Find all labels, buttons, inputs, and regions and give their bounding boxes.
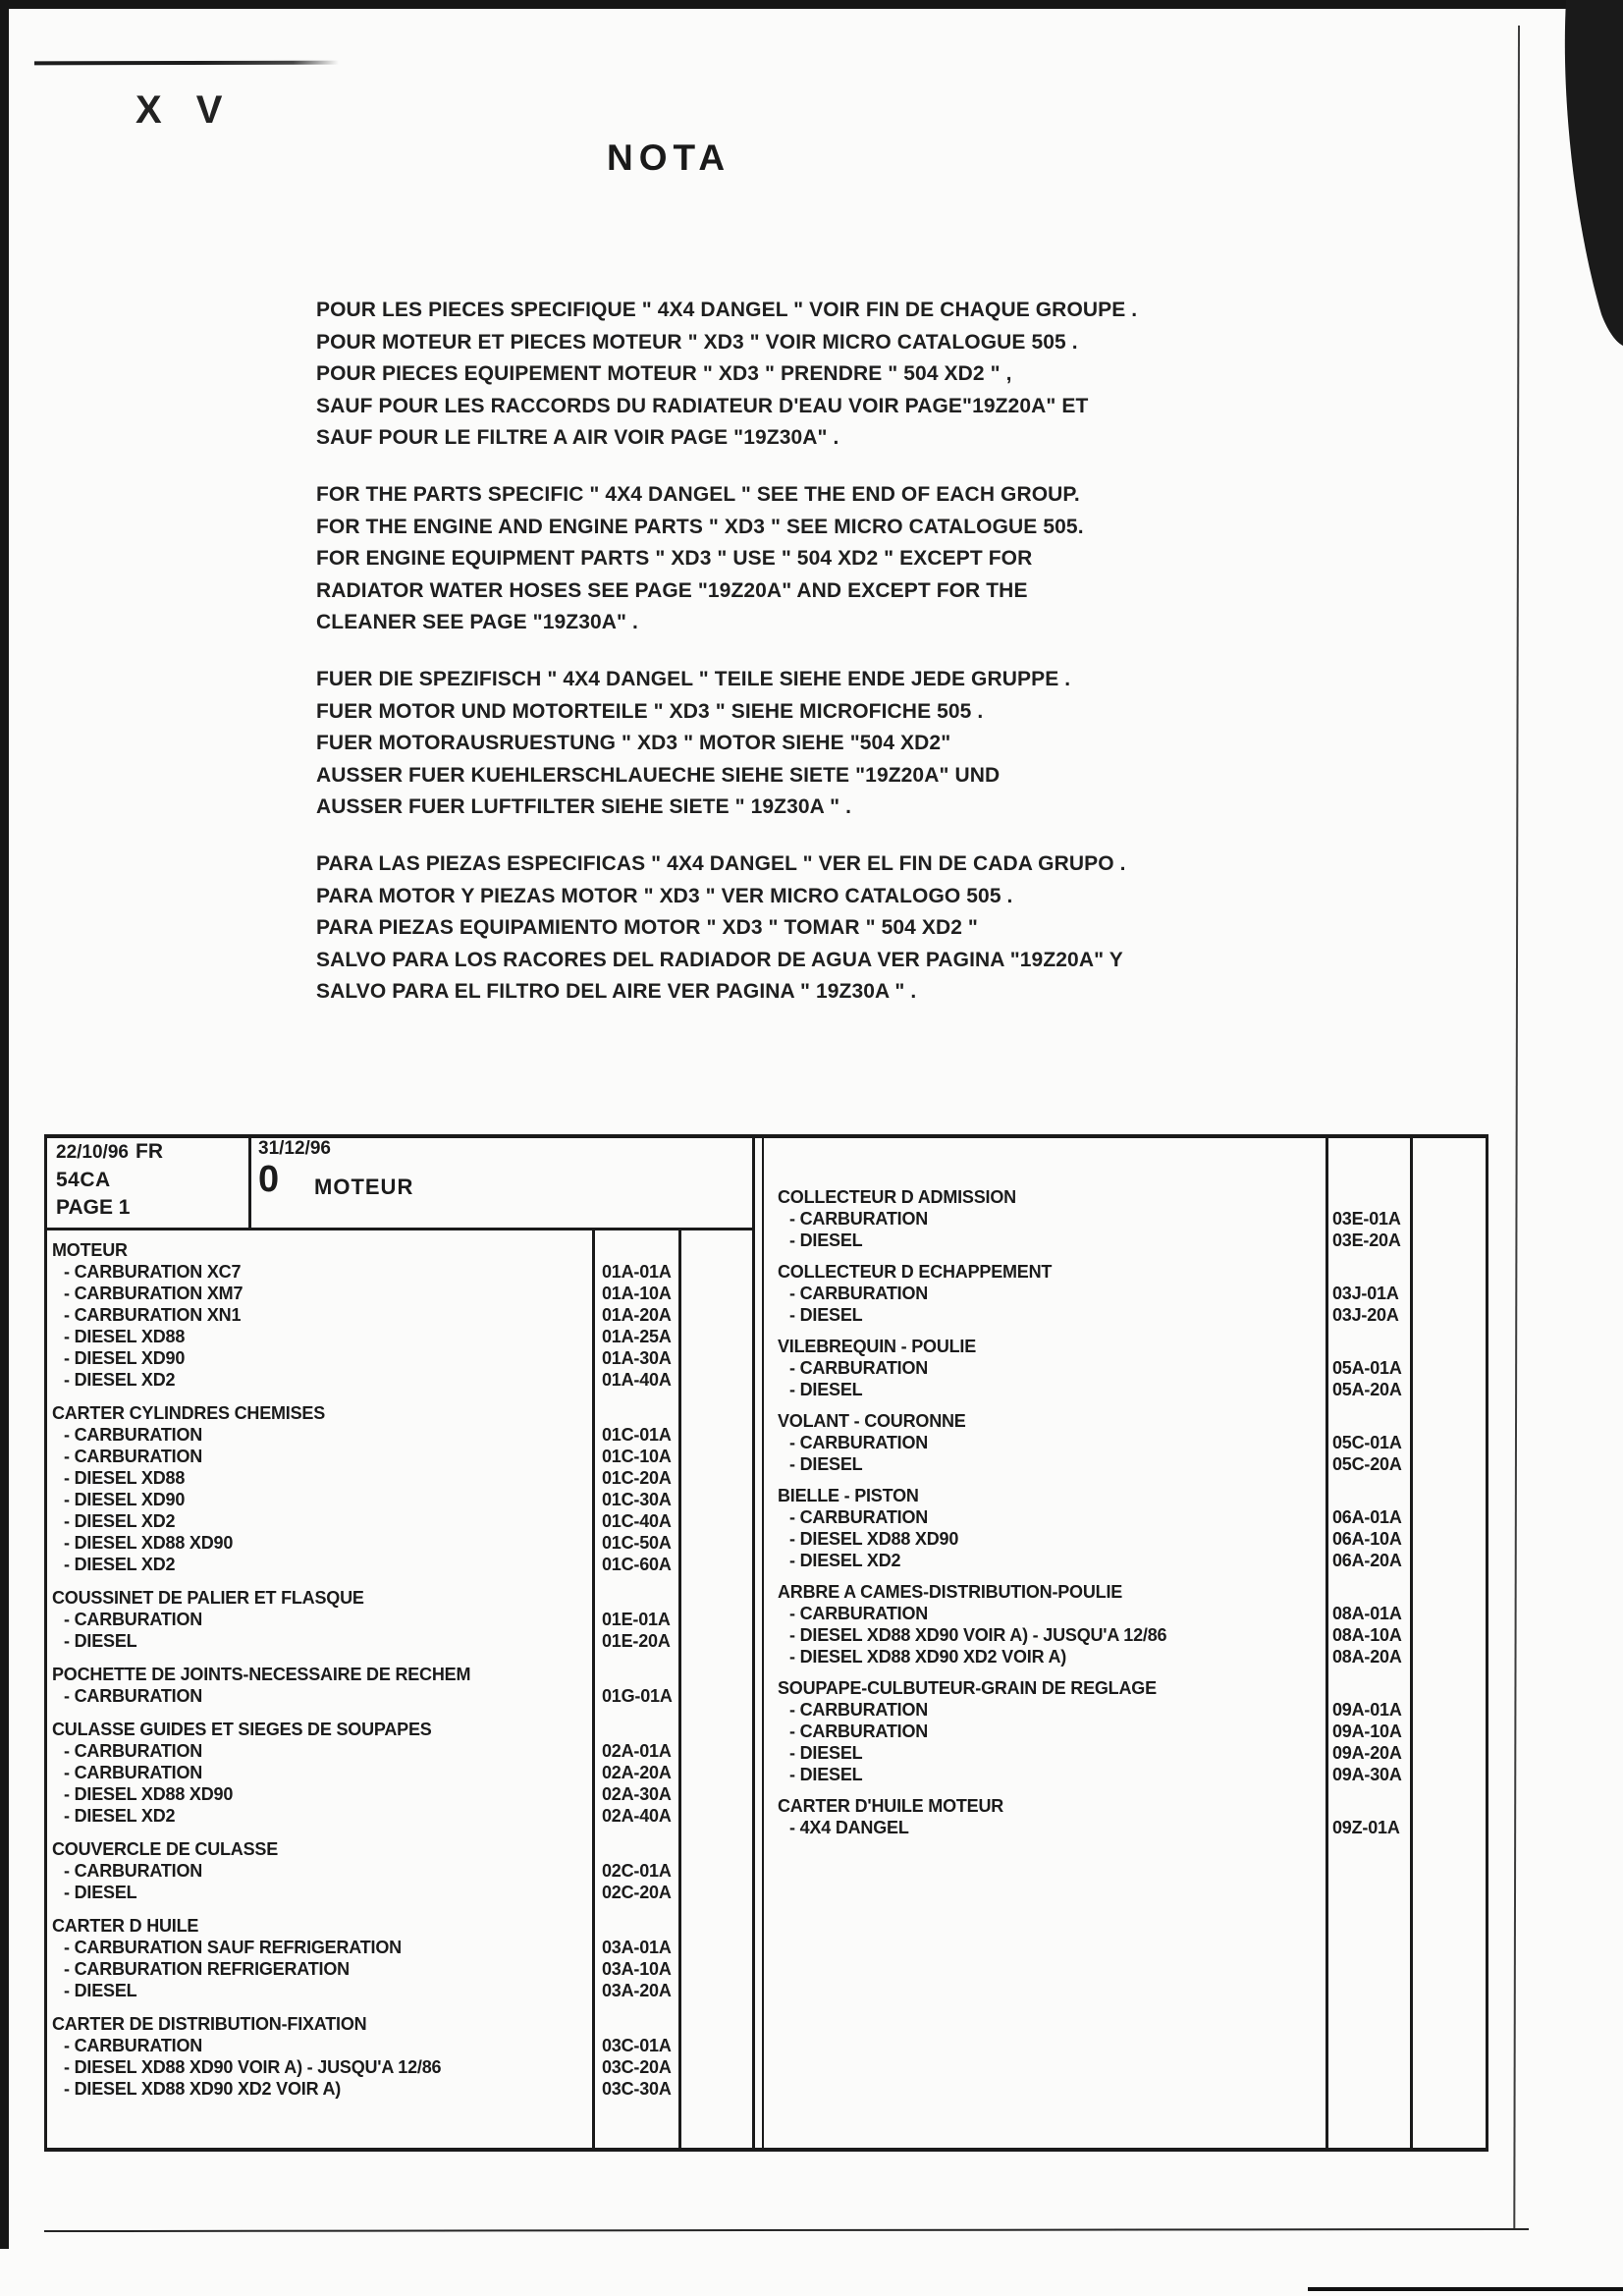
note-line: FUER DIE SPEZIFISCH " 4X4 DANGEL " TEILE SIEHE ENDE JEDE GRUPPE . <box>316 668 1071 690</box>
part-row <box>764 1283 1486 1304</box>
section-title: SOUPAPE-CULBUTEUR-GRAIN DE REGLAGE <box>778 1678 1157 1698</box>
part-row <box>44 1685 754 1707</box>
part-label: - DIESEL <box>789 1743 862 1763</box>
parts-section <box>44 1664 754 1707</box>
part-label: - CARBURATION <box>64 1610 202 1629</box>
part-row <box>44 1510 754 1532</box>
grid-line-header-divider <box>248 1134 251 1230</box>
part-row <box>764 1764 1486 1785</box>
part-label: - CARBURATION REFRIGERATION <box>64 1959 350 1979</box>
parts-section <box>764 1485 1486 1571</box>
part-code: 01C-60A <box>602 1555 672 1574</box>
note-line: AUSSER FUER KUEHLERSCHLAUECHE SIEHE SIETE "19Z20A" UND <box>316 763 1001 787</box>
scan-top-edge-artifact <box>0 0 1623 9</box>
part-label: - DIESEL XD90 <box>64 1348 185 1368</box>
part-row <box>764 1357 1486 1379</box>
part-label: - CARBURATION <box>789 1209 928 1229</box>
part-code: 06A-20A <box>1332 1551 1402 1570</box>
part-row <box>764 1208 1486 1230</box>
grid-line-right-edge <box>1486 1134 1488 2152</box>
part-row <box>764 1699 1486 1721</box>
part-code: 05C-01A <box>1332 1433 1402 1452</box>
note-line: RADIATOR WATER HOSES SEE PAGE "19Z20A" AND EXCEPT FOR THE <box>316 578 1028 602</box>
part-code: 03A-01A <box>602 1938 672 1957</box>
note-line: CLEANER SEE PAGE "19Z30A" . <box>316 611 638 633</box>
note-line: AUSSER FUER LUFTFILTER SIEHE SIETE " 19Z30A " . <box>316 795 852 818</box>
part-code: 02A-20A <box>602 1763 672 1782</box>
part-label: - DIESEL <box>789 1765 862 1784</box>
header-page-label: PAGE 1 <box>56 1196 131 1219</box>
part-row <box>764 1432 1486 1453</box>
part-label: - DIESEL XD88 XD90 VOIR A) - JUSQU'A 12/86 <box>64 2057 441 2077</box>
note-line: POUR LES PIECES SPECIFIQUE " 4X4 DANGEL " VOIR FIN DE CHAQUE GROUPE . <box>316 299 1138 321</box>
part-label: - CARBURATION <box>789 1358 928 1378</box>
part-row <box>764 1603 1486 1624</box>
section-title: CARTER CYLINDRES CHEMISES <box>52 1403 326 1423</box>
part-row <box>764 1646 1486 1667</box>
note-line: SAUF POUR LE FILTRE A AIR VOIR PAGE "19Z30A" . <box>316 426 839 449</box>
part-row <box>44 1805 754 1827</box>
part-label: - DIESEL <box>64 1883 136 1902</box>
grid-line-bottom <box>44 2148 1488 2152</box>
note-line: PARA MOTOR Y PIEZAS MOTOR " XD3 " VER MICRO CATALOGO 505 . <box>316 884 1013 907</box>
header-group-title: MOTEUR <box>314 1175 414 1199</box>
header-catalog-code: 54CA <box>56 1169 111 1191</box>
part-code: 01A-40A <box>602 1370 672 1390</box>
note-line: POUR PIECES EQUIPEMENT MOTEUR " XD3 " PRENDRE " 504 XD2 " , <box>316 362 1012 385</box>
part-label: - CARBURATION <box>64 1686 202 1706</box>
part-label: - DIESEL <box>64 1631 136 1651</box>
part-row <box>44 1783 754 1805</box>
part-code: 08A-20A <box>1332 1647 1402 1667</box>
part-label: - DIESEL XD88 XD90 <box>64 1533 233 1553</box>
part-row <box>44 1937 754 1958</box>
note-line: SAUF POUR LES RACCORDS DU RADIATEUR D'EAU VOIR PAGE"19Z20A" ET <box>316 394 1089 417</box>
note-line: PARA LAS PIEZAS ESPECIFICAS " 4X4 DANGEL " VER EL FIN DE CADA GRUPO . <box>316 852 1126 875</box>
part-code: 02C-01A <box>602 1861 672 1881</box>
part-code: 09Z-01A <box>1332 1818 1400 1837</box>
part-row <box>764 1550 1486 1571</box>
part-label: - CARBURATION <box>789 1433 928 1452</box>
note-block-es <box>316 848 1278 1009</box>
grid-line-header-bottom <box>44 1228 754 1230</box>
note-block-de <box>316 664 1278 824</box>
parts-section <box>44 1719 754 1827</box>
part-code: 03C-01A <box>602 2036 672 2055</box>
part-label: - CARBURATION <box>64 1447 202 1466</box>
part-row <box>764 1742 1486 1764</box>
part-label: - DIESEL <box>789 1380 862 1399</box>
part-code: 05A-20A <box>1332 1380 1402 1399</box>
parts-section <box>44 2013 754 2100</box>
part-code: 08A-01A <box>1332 1604 1402 1623</box>
part-label: - CARBURATION <box>789 1722 928 1741</box>
note-block-en <box>316 479 1278 639</box>
section-title: COUSSINET DE PALIER ET FLASQUE <box>52 1588 364 1608</box>
part-code: 01C-20A <box>602 1468 672 1488</box>
part-label: - CARBURATION XN1 <box>64 1305 241 1325</box>
part-code: 05C-20A <box>1332 1454 1402 1474</box>
parts-panel-left <box>44 1239 754 2100</box>
parts-section <box>764 1410 1486 1475</box>
page-corner-mark: X V <box>135 88 235 132</box>
scan-left-edge-artifact <box>0 8 9 2249</box>
parts-section <box>764 1186 1486 1251</box>
part-row <box>44 1326 754 1347</box>
part-row <box>44 1467 754 1489</box>
part-label: - CARBURATION XM7 <box>64 1284 243 1303</box>
part-row <box>764 1506 1486 1528</box>
part-label: - CARBURATION <box>64 1425 202 1445</box>
parts-section <box>764 1795 1486 1838</box>
scan-bottom-edge-artifact <box>1308 2287 1623 2291</box>
part-code: 02A-01A <box>602 1741 672 1761</box>
part-row <box>44 1740 754 1762</box>
part-code: 01A-25A <box>602 1327 672 1346</box>
part-label: - DIESEL XD88 XD90 <box>789 1529 958 1549</box>
part-row <box>44 1424 754 1446</box>
part-code: 03A-20A <box>602 1981 672 2000</box>
part-label: - DIESEL XD2 <box>64 1806 175 1826</box>
part-code: 02A-30A <box>602 1784 672 1804</box>
part-code: 03C-20A <box>602 2057 672 2077</box>
part-label: - CARBURATION SAUF REFRIGERATION <box>64 1938 402 1957</box>
part-label: - DIESEL XD2 <box>64 1511 175 1531</box>
note-line: FOR THE PARTS SPECIFIC " 4X4 DANGEL " SEE THE END OF EACH GROUP. <box>316 483 1080 506</box>
section-title: POCHETTE DE JOINTS-NECESSAIRE DE RECHEM <box>52 1665 471 1684</box>
part-label: - CARBURATION <box>64 1861 202 1881</box>
part-row <box>44 1532 754 1554</box>
parts-section <box>44 1402 754 1575</box>
part-code: 09A-10A <box>1332 1722 1402 1741</box>
part-row <box>44 1958 754 1980</box>
part-code: 03E-20A <box>1332 1230 1401 1250</box>
part-label: - DIESEL <box>64 1981 136 2000</box>
part-code: 01C-10A <box>602 1447 672 1466</box>
parts-section <box>764 1336 1486 1400</box>
part-code: 01A-20A <box>602 1305 672 1325</box>
part-code: 01A-30A <box>602 1348 672 1368</box>
note-block-fr <box>316 295 1278 455</box>
part-row <box>764 1230 1486 1251</box>
note-line: POUR MOTEUR ET PIECES MOTEUR " XD3 " VOIR MICRO CATALOGUE 505 . <box>316 330 1078 354</box>
part-row <box>764 1379 1486 1400</box>
part-row <box>44 2078 754 2100</box>
part-code: 03J-20A <box>1332 1305 1399 1325</box>
note-line: FUER MOTORAUSRUESTUNG " XD3 " MOTOR SIEHE "504 XD2" <box>316 732 951 754</box>
part-row <box>44 1261 754 1283</box>
part-label: - CARBURATION XC7 <box>64 1262 241 1282</box>
part-code: 03A-10A <box>602 1959 672 1979</box>
part-code: 08A-10A <box>1332 1625 1402 1645</box>
part-row <box>44 1283 754 1304</box>
section-title: MOTEUR <box>52 1240 128 1260</box>
part-row <box>764 1721 1486 1742</box>
part-label: - CARBURATION <box>789 1700 928 1720</box>
part-row <box>764 1817 1486 1838</box>
part-row <box>764 1624 1486 1646</box>
section-title: ARBRE A CAMES-DISTRIBUTION-POULIE <box>778 1582 1123 1602</box>
section-title: COUVERCLE DE CULASSE <box>52 1839 279 1859</box>
section-title: BIELLE - PISTON <box>778 1486 919 1505</box>
parts-section <box>44 1915 754 2001</box>
part-row <box>44 1554 754 1575</box>
part-row <box>44 1347 754 1369</box>
header-language: FR <box>135 1140 163 1163</box>
parts-section <box>764 1261 1486 1326</box>
part-label: - CARBURATION <box>64 1741 202 1761</box>
part-row <box>44 1609 754 1630</box>
part-row <box>44 1369 754 1391</box>
part-code: 02C-20A <box>602 1883 672 1902</box>
part-label: - DIESEL XD2 <box>789 1551 900 1570</box>
note-line: FOR THE ENGINE AND ENGINE PARTS " XD3 " SEE MICRO CATALOGUE 505. <box>316 515 1084 538</box>
part-label: - CARBURATION <box>64 1763 202 1782</box>
part-code: 03J-01A <box>1332 1284 1399 1303</box>
parts-section <box>44 1838 754 1903</box>
section-title: CARTER DE DISTRIBUTION-FIXATION <box>52 2014 367 2034</box>
part-code: 05A-01A <box>1332 1358 1402 1378</box>
part-label: - DIESEL <box>789 1454 862 1474</box>
part-label: - DIESEL XD2 <box>64 1555 175 1574</box>
part-code: 09A-30A <box>1332 1765 1402 1784</box>
part-label: - DIESEL XD88 XD90 XD2 VOIR A) <box>789 1647 1066 1667</box>
page-title: NOTA <box>607 137 731 178</box>
part-code: 01G-01A <box>602 1686 673 1706</box>
part-row <box>44 1762 754 1783</box>
part-label: - DIESEL <box>789 1305 862 1325</box>
part-label: - DIESEL <box>789 1230 862 1250</box>
note-line: FUER MOTOR UND MOTORTEILE " XD3 " SIEHE MICROFICHE 505 . <box>316 699 984 723</box>
part-label: - CARBURATION <box>64 2036 202 2055</box>
part-label: - DIESEL XD88 <box>64 1327 185 1346</box>
part-label: - DIESEL XD88 <box>64 1468 185 1488</box>
part-label: - CARBURATION <box>789 1604 928 1623</box>
part-code: 01A-10A <box>602 1284 672 1303</box>
header-date-left: 22/10/96 <box>56 1142 129 1163</box>
part-label: - DIESEL XD88 XD90 VOIR A) - JUSQU'A 12/86 <box>789 1625 1166 1645</box>
part-row <box>44 1860 754 1882</box>
part-label: - DIESEL XD90 <box>64 1490 185 1509</box>
note-line: FOR ENGINE EQUIPMENT PARTS " XD3 " USE " 504 XD2 " EXCEPT FOR <box>316 547 1033 570</box>
section-title: CARTER D'HUILE MOTEUR <box>778 1796 1004 1816</box>
scan-bottom-line <box>44 2228 1529 2232</box>
section-title: CULASSE GUIDES ET SIEGES DE SOUPAPES <box>52 1720 432 1739</box>
section-title: VOLANT - COURONNE <box>778 1411 966 1431</box>
part-label: - DIESEL XD2 <box>64 1370 175 1390</box>
part-label: - 4X4 DANGEL <box>789 1818 909 1837</box>
part-code: 09A-20A <box>1332 1743 1402 1763</box>
part-code: 01E-20A <box>602 1631 671 1651</box>
part-code: 01E-01A <box>602 1610 671 1629</box>
part-label: - DIESEL XD88 XD90 XD2 VOIR A) <box>64 2079 341 2099</box>
scan-right-edge-line <box>1513 26 1520 2229</box>
section-title: CARTER D HUILE <box>52 1916 199 1936</box>
part-code: 03C-30A <box>602 2079 672 2099</box>
part-code: 03E-01A <box>1332 1209 1401 1229</box>
part-code: 01C-01A <box>602 1425 672 1445</box>
part-label: - DIESEL XD88 XD90 <box>64 1784 233 1804</box>
part-row <box>764 1528 1486 1550</box>
parts-section <box>764 1581 1486 1667</box>
note-line: SALVO PARA LOS RACORES DEL RADIADOR DE AGUA VER PAGINA "19Z20A" Y <box>316 948 1123 971</box>
part-code: 01C-30A <box>602 1490 672 1509</box>
scan-corner-artifact <box>1541 0 1623 346</box>
note-line: SALVO PARA EL FILTRO DEL AIRE VER PAGINA " 19Z30A " . <box>316 980 917 1003</box>
section-title: COLLECTEUR D ADMISSION <box>778 1187 1016 1207</box>
part-label: - CARBURATION <box>789 1284 928 1303</box>
part-code: 06A-01A <box>1332 1507 1402 1527</box>
header-date-right: 31/12/96 <box>258 1138 331 1159</box>
parts-section <box>44 1587 754 1652</box>
part-row <box>44 2056 754 2078</box>
note-line: PARA PIEZAS EQUIPAMIENTO MOTOR " XD3 " TOMAR " 504 XD2 " <box>316 916 978 939</box>
part-row <box>764 1453 1486 1475</box>
part-row <box>764 1304 1486 1326</box>
part-code: 01C-40A <box>602 1511 672 1531</box>
part-code: 01A-01A <box>602 1262 672 1282</box>
section-title: VILEBREQUIN - POULIE <box>778 1337 977 1356</box>
parts-section <box>764 1677 1486 1785</box>
parts-panel-right <box>764 1176 1486 1838</box>
part-label: - CARBURATION <box>789 1507 928 1527</box>
part-row <box>44 2035 754 2056</box>
header-group-number: 0 <box>258 1159 280 1200</box>
part-row <box>44 1980 754 2001</box>
top-left-rule <box>34 61 339 66</box>
section-title: COLLECTEUR D ECHAPPEMENT <box>778 1262 1053 1282</box>
part-code: 09A-01A <box>1332 1700 1402 1720</box>
parts-section <box>44 1239 754 1391</box>
part-code: 06A-10A <box>1332 1529 1402 1549</box>
part-code: 02A-40A <box>602 1806 672 1826</box>
part-row <box>44 1882 754 1903</box>
part-row <box>44 1630 754 1652</box>
part-row <box>44 1489 754 1510</box>
part-row <box>44 1304 754 1326</box>
part-code: 01C-50A <box>602 1533 672 1553</box>
part-row <box>44 1446 754 1467</box>
